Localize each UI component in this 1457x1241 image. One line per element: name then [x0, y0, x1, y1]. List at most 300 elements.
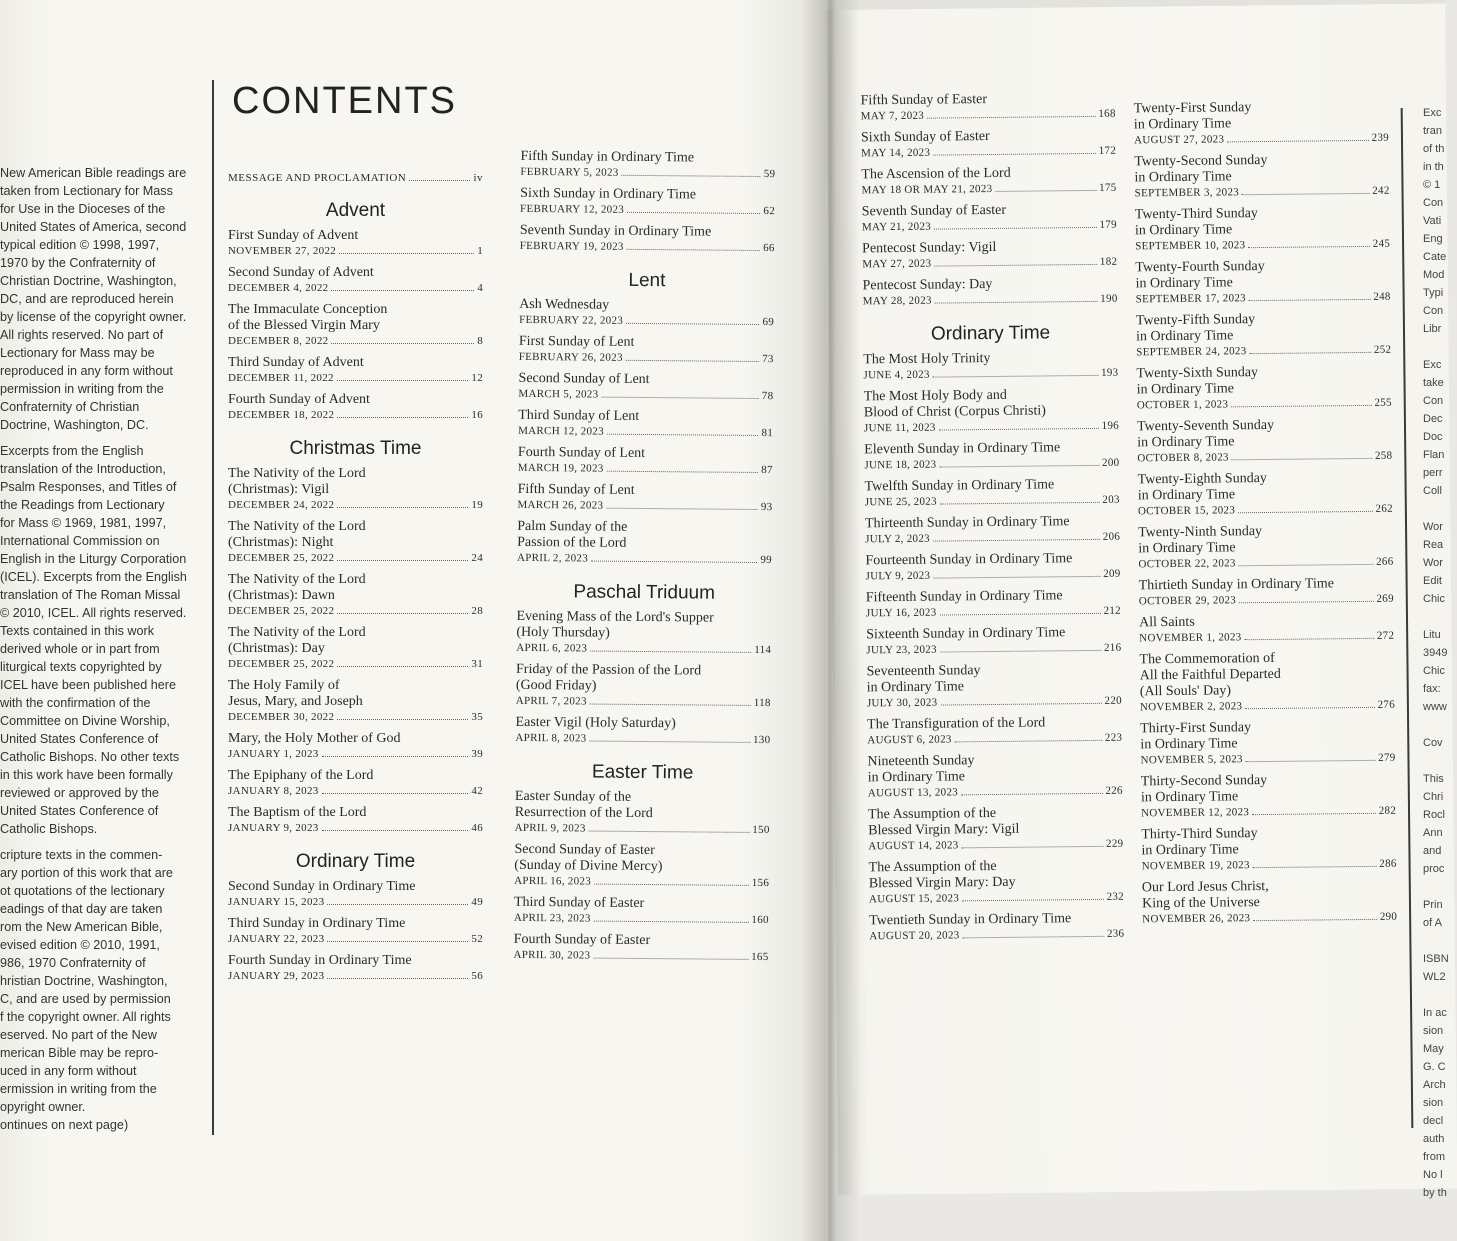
leader-dots — [327, 904, 468, 905]
toc-entry — [1139, 576, 1394, 609]
leader-dots — [1238, 511, 1372, 513]
edge-fragment: take — [1423, 377, 1444, 389]
toc-entry — [1134, 152, 1389, 201]
entry-title: Second Sunday in Ordinary Time — [228, 879, 416, 894]
entry-date: AUGUST 15, 2023 — [868, 892, 960, 906]
entry-page: 290 — [1379, 910, 1398, 923]
entry-page: 69 — [762, 316, 775, 329]
leader-dots — [940, 613, 1101, 616]
entry-title: All Saints — [1139, 614, 1195, 631]
entry-title: Sixth Sunday of Easter — [860, 129, 990, 146]
entry-title: Twenty-Fourth Sunday in Ordinary Time — [1135, 258, 1265, 292]
toc-entry — [228, 625, 483, 671]
copyright-line: Texts contained in this work — [0, 624, 154, 638]
leader-dots — [337, 666, 468, 667]
entry-title: Seventh Sunday in Ordinary Time — [519, 222, 712, 240]
entry-page: 39 — [471, 748, 483, 760]
entry-date: JANUARY 15, 2023 — [228, 896, 325, 908]
entry-page: 223 — [1104, 731, 1123, 744]
entry-date-line — [865, 530, 1120, 547]
entry-title: Sixteenth Sunday in Ordinary Time — [866, 625, 1066, 643]
toc-entry — [865, 551, 1120, 584]
entry-date: JULY 2, 2023 — [865, 532, 930, 546]
entry-page: 12 — [471, 372, 483, 384]
leader-dots — [1242, 193, 1369, 195]
section-heading: Ordinary Time — [295, 851, 416, 872]
copyright-line: (ICEL). Excerpts from the English — [0, 570, 187, 584]
edge-fragment: proc — [1423, 863, 1445, 875]
leader-dots — [331, 290, 474, 291]
leader-dots — [995, 190, 1096, 192]
entry-date-line — [519, 313, 774, 329]
copyright-line: Christian Doctrine, Washington, — [0, 274, 177, 288]
edge-fragment: tran — [1423, 125, 1442, 137]
leader-dots — [1232, 458, 1372, 460]
entry-date-line — [228, 244, 483, 258]
entry-date-line — [517, 498, 772, 514]
right-edge-text-fragments — [1423, 104, 1449, 1202]
entry-date: FEBRUARY 12, 2023 — [520, 202, 625, 216]
entry-date: DECEMBER 8, 2022 — [228, 335, 329, 347]
entry-title: Third Sunday of Advent — [228, 355, 364, 370]
copyright-notice — [0, 164, 187, 1142]
entry-title: Fourth Sunday of Easter — [513, 931, 651, 949]
entry-date-line — [1140, 751, 1395, 768]
entry-date-line — [228, 604, 483, 618]
entry-page: 212 — [1103, 604, 1122, 617]
edge-fragment: and — [1423, 845, 1442, 857]
message-label: MESSAGE AND PROCLAMATION — [228, 172, 407, 184]
edge-fragment — [1423, 932, 1445, 950]
edge-fragment: WL2 — [1423, 971, 1446, 983]
edge-fragment: No l — [1423, 1169, 1443, 1181]
entry-page: 193 — [1100, 366, 1119, 379]
toc-entry — [1139, 650, 1395, 715]
entry-title: Second Sunday of Easter (Sunday of Divine Mercy) — [514, 841, 663, 875]
edge-fragment: of A — [1423, 917, 1442, 929]
entry-date-line — [861, 107, 1116, 124]
entry-date: JULY 30, 2023 — [866, 696, 938, 710]
entry-date: MAY 28, 2023 — [862, 294, 932, 308]
entry-page: 156 — [751, 876, 770, 890]
leader-dots — [934, 264, 1096, 267]
toc-entry — [518, 408, 773, 440]
entry-date: SEPTEMBER 24, 2023 — [1136, 345, 1247, 359]
entry-date-line — [520, 165, 775, 181]
copyright-line: typical edition © 1998, 1997, — [0, 238, 160, 252]
leader-dots — [589, 831, 750, 833]
toc-entry — [864, 387, 1119, 436]
toc-entry — [865, 477, 1120, 510]
entry-title: Ash Wednesday — [519, 296, 610, 313]
entry-page: 160 — [751, 913, 769, 927]
entry-date: FEBRUARY 22, 2023 — [519, 313, 624, 327]
toc-entry — [228, 953, 483, 983]
copyright-line: with the confirmation of the — [0, 696, 151, 710]
entry-page: 286 — [1379, 857, 1397, 870]
entry-date-line — [1142, 857, 1397, 874]
entry-date: DECEMBER 25, 2022 — [228, 605, 335, 617]
entry-date-line — [228, 895, 483, 909]
entry-date-line — [514, 911, 769, 927]
edge-fragment: Doc — [1423, 431, 1443, 443]
entry-date: OCTOBER 1, 2023 — [1136, 398, 1229, 412]
toc-entry — [228, 265, 483, 295]
entry-date: APRIL 7, 2023 — [515, 694, 587, 708]
toc-entry — [866, 588, 1121, 621]
edge-fragment: Prin — [1423, 899, 1443, 911]
edge-fragment: Con — [1423, 395, 1444, 407]
entry-page: 203 — [1102, 493, 1120, 506]
entry-date: JUNE 25, 2023 — [864, 495, 937, 509]
leader-dots — [322, 756, 469, 757]
leader-dots — [626, 360, 759, 362]
entry-date-line — [861, 181, 1116, 198]
toc-entry — [228, 768, 483, 798]
entry-date: JANUARY 9, 2023 — [228, 822, 319, 834]
entry-date-line — [863, 292, 1118, 309]
entry-title: Third Sunday of Easter — [513, 894, 645, 912]
toc-entry — [868, 805, 1123, 854]
entry-date: JANUARY 8, 2023 — [228, 785, 319, 797]
toc-entry — [228, 678, 483, 724]
entry-title: Fifth Sunday of Easter — [860, 92, 988, 109]
section-heading: Lent — [628, 269, 666, 292]
entry-page: 118 — [753, 696, 771, 710]
edge-fragment: Rea — [1423, 539, 1444, 551]
entry-page: 248 — [1373, 290, 1391, 303]
edge-fragment: Wor — [1423, 557, 1443, 569]
copyright-line: ontinues on next page) — [0, 1118, 129, 1132]
copyright-paragraph — [0, 164, 187, 434]
leader-dots — [933, 375, 1098, 378]
entry-date: OCTOBER 22, 2023 — [1138, 557, 1236, 571]
entry-date: DECEMBER 25, 2022 — [228, 552, 335, 564]
edge-fragment — [1423, 716, 1445, 734]
edge-fragment: Vati — [1423, 215, 1442, 227]
toc-entry — [1134, 99, 1389, 148]
edge-fragment: by th — [1423, 1187, 1447, 1199]
entry-date: MARCH 26, 2023 — [517, 498, 604, 512]
entry-page: 24 — [471, 552, 483, 564]
toc-entry — [515, 715, 770, 747]
edge-fragment — [1423, 878, 1445, 896]
toc-entry — [1137, 417, 1392, 466]
copyright-line: evised edition © 2010, 1991, — [0, 938, 160, 952]
entry-title: Twelfth Sunday in Ordinary Time — [864, 477, 1055, 495]
edge-fragment: Typi — [1423, 287, 1444, 299]
entry-date-line — [513, 948, 768, 964]
entry-date-line — [1135, 237, 1390, 254]
entry-page: 172 — [1098, 144, 1117, 157]
entry-date: MAY 7, 2023 — [860, 109, 925, 123]
entry-title: Fifth Sunday of Lent — [517, 481, 635, 498]
leader-dots — [626, 323, 759, 325]
entry-date: NOVEMBER 1, 2023 — [1139, 631, 1242, 645]
entry-date-line — [514, 874, 769, 890]
toc-entry — [1139, 613, 1394, 646]
entry-date-line — [518, 424, 773, 440]
entry-page: 49 — [471, 896, 483, 908]
toc-column-4 — [1134, 99, 1398, 934]
book-gutter — [800, 0, 860, 1241]
entry-page: 245 — [1372, 237, 1391, 250]
toc-entry — [862, 202, 1117, 235]
entry-page: 190 — [1100, 292, 1118, 305]
entry-page: 269 — [1376, 592, 1394, 605]
copyright-line: in this work have been formally — [0, 768, 173, 782]
entry-date: DECEMBER 30, 2022 — [228, 711, 335, 723]
entry-date: JUNE 4, 2023 — [863, 368, 930, 382]
entry-date: JANUARY 22, 2023 — [228, 933, 325, 945]
toc-entry — [228, 572, 483, 618]
section-heading: Ordinary Time — [930, 322, 1051, 345]
entry-date-line — [515, 821, 770, 837]
leader-dots — [337, 507, 468, 508]
entry-title: Evening Mass of the Lord's Supper (Holy Thursday) — [516, 608, 714, 641]
entry-date-line — [862, 218, 1117, 235]
entry-date-line — [515, 731, 770, 747]
entry-page: 242 — [1372, 184, 1390, 197]
toc-entry — [862, 276, 1117, 309]
edge-fragment: Cate — [1423, 251, 1447, 263]
leader-dots — [935, 301, 1097, 304]
entry-date-line — [867, 731, 1122, 748]
entry-title: Fourteenth Sunday in Ordinary Time — [865, 551, 1073, 569]
leader-dots — [589, 741, 750, 743]
leader-dots — [940, 650, 1101, 653]
copyright-line: ot quotations of the lectionary — [0, 884, 165, 898]
leader-dots — [607, 434, 759, 436]
entry-date-line — [520, 202, 775, 218]
leader-dots — [339, 253, 474, 254]
entry-date: APRIL 6, 2023 — [516, 641, 588, 655]
entry-title: Fourth Sunday of Lent — [517, 444, 646, 462]
leader-dots — [627, 249, 760, 251]
entry-page: 220 — [1104, 694, 1122, 707]
entry-title: The Nativity of the Lord (Christmas): Dawn — [228, 572, 366, 603]
entry-date: APRIL 9, 2023 — [514, 821, 586, 835]
toc-entry — [866, 662, 1121, 711]
copyright-line: ary portion of this work that are — [0, 866, 173, 880]
entry-date: MAY 27, 2023 — [862, 257, 932, 271]
copyright-line: ICEL have been published here — [0, 678, 176, 692]
entry-page: 258 — [1374, 449, 1393, 462]
leader-dots — [594, 884, 749, 886]
copyright-paragraph — [0, 442, 187, 838]
entry-title: Twenty-Seventh Sunday in Ordinary Time — [1136, 417, 1275, 451]
copyright-line: ermission in writing from the — [0, 1082, 157, 1096]
toc-entry — [517, 482, 772, 514]
leader-dots — [337, 613, 468, 614]
entry-date: DECEMBER 18, 2022 — [228, 409, 335, 421]
edge-fragment: Chic — [1423, 593, 1446, 605]
toc-entry — [516, 662, 771, 710]
entry-date-line — [228, 821, 483, 835]
toc-entry — [867, 715, 1122, 748]
entry-title: Thirty-Second Sunday in Ordinary Time — [1140, 772, 1268, 806]
entry-date-line — [228, 408, 483, 422]
copyright-line: hristian Doctrine, Washington, — [0, 974, 168, 988]
copyright-line: permission in writing from the — [0, 382, 164, 396]
entry-title: The Baptism of the Lord — [228, 805, 367, 820]
copyright-line: Confraternity of Christian — [0, 400, 140, 414]
entry-title: Sixth Sunday in Ordinary Time — [520, 185, 697, 203]
edge-fragment: Chic — [1423, 665, 1446, 677]
entry-date: JULY 9, 2023 — [865, 569, 931, 583]
entry-date-line — [1138, 555, 1393, 572]
leader-dots — [940, 502, 1100, 505]
leader-dots — [939, 428, 1099, 431]
entry-title: Fourth Sunday in Ordinary Time — [228, 953, 412, 968]
copyright-line: United States of America, second — [0, 220, 187, 234]
entry-date: MAY 18 OR MAY 21, 2023 — [861, 182, 993, 197]
entry-date-line — [866, 567, 1121, 584]
entry-title: Nineteenth Sunday in Ordinary Time — [867, 753, 975, 786]
edge-fragment: Exc — [1423, 359, 1442, 371]
toc-entry — [514, 895, 769, 927]
entry-page: 226 — [1105, 784, 1123, 797]
entry-date: JANUARY 1, 2023 — [228, 748, 319, 760]
edge-fragment: Con — [1423, 197, 1444, 209]
toc-entry — [517, 519, 772, 567]
entry-date-line — [1139, 629, 1394, 646]
entry-date-line — [865, 493, 1120, 510]
leader-dots — [962, 846, 1103, 848]
copyright-line: C, and are used by permission — [0, 992, 171, 1006]
entry-date-line — [864, 456, 1119, 473]
entry-page: 179 — [1099, 218, 1117, 231]
entry-title: Thirty-First Sunday in Ordinary Time — [1140, 720, 1252, 753]
copyright-line: All rights reserved. No part of — [0, 328, 164, 342]
leader-dots — [933, 576, 1100, 579]
entry-date-line — [228, 710, 483, 724]
leader-dots — [955, 740, 1102, 743]
entry-title: Twenty-Fifth Sunday in Ordinary Time — [1135, 312, 1256, 345]
copyright-paragraph — [0, 846, 187, 1134]
copyright-line: International Commission on — [0, 534, 160, 548]
entry-page: 206 — [1102, 530, 1121, 543]
toc-entry — [861, 91, 1116, 124]
entry-date: JUNE 11, 2023 — [863, 421, 936, 435]
toc-entry — [228, 805, 483, 835]
entry-title: The Ascension of the Lord — [861, 165, 1011, 183]
entry-title: The Most Holy Body and Blood of Christ (Corpus Christi) — [863, 387, 1046, 421]
toc-entry — [515, 789, 770, 837]
entry-date-line — [1139, 592, 1394, 609]
entry-page: 130 — [752, 733, 771, 747]
copyright-line: taken from Lectionary for Mass — [0, 184, 173, 198]
leader-dots — [1245, 638, 1374, 640]
edge-fragment: sion — [1423, 1097, 1444, 1109]
entry-date: APRIL 30, 2023 — [513, 948, 591, 962]
entry-title: The Immaculate Conception of the Blessed Virgin Mary — [228, 302, 388, 333]
entry-date-line — [518, 461, 773, 477]
entry-date: NOVEMBER 19, 2023 — [1141, 859, 1250, 873]
entry-page: 165 — [751, 950, 769, 964]
entry-date-line — [1140, 698, 1395, 715]
edge-fragment — [1423, 500, 1445, 518]
toc-entry — [228, 302, 483, 348]
entry-title: Third Sunday in Ordinary Time — [228, 916, 406, 931]
toc-entry — [513, 932, 768, 964]
leader-dots — [1239, 564, 1373, 566]
toc-entry — [1136, 311, 1391, 360]
copyright-line: translation of the Introduction, — [0, 462, 166, 476]
entry-date: AUGUST 13, 2023 — [867, 786, 959, 800]
entry-date: APRIL 2, 2023 — [516, 551, 589, 565]
entry-date: OCTOBER 29, 2023 — [1138, 594, 1237, 608]
edge-fragment: sion — [1423, 1025, 1444, 1037]
entry-date: OCTOBER 8, 2023 — [1137, 451, 1229, 465]
entry-title: The Nativity of the Lord (Christmas): Day — [228, 625, 366, 656]
copyright-line: United States Conference of — [0, 804, 159, 818]
leader-dots — [606, 508, 758, 510]
entry-date: FEBRUARY 19, 2023 — [519, 239, 624, 253]
entry-title: Fifteenth Sunday in Ordinary Time — [865, 588, 1063, 606]
toc-entry — [1138, 523, 1393, 572]
leader-dots — [1239, 601, 1373, 603]
leader-dots — [337, 560, 468, 561]
edge-fragment: © 1 — [1423, 179, 1441, 191]
entry-date: SEPTEMBER 17, 2023 — [1135, 292, 1246, 306]
entry-title: Twenty-Eighth Sunday in Ordinary Time — [1137, 470, 1267, 504]
toc-entry — [228, 355, 483, 385]
entry-page: 52 — [471, 933, 483, 945]
toc-entry — [861, 165, 1116, 198]
toc-entry — [1138, 470, 1393, 519]
toc-entry — [520, 186, 775, 218]
entry-date-line — [1138, 502, 1393, 519]
entry-page: 19 — [471, 499, 483, 511]
edge-fragment: perr — [1423, 467, 1443, 479]
entry-date: AUGUST 6, 2023 — [867, 733, 952, 747]
toc-column-1 — [228, 166, 483, 990]
entry-title: Thirty-Third Sunday in Ordinary Time — [1141, 826, 1258, 859]
leader-dots — [1249, 299, 1370, 301]
entry-date-line — [1137, 449, 1392, 466]
entry-title: The Assumption of the Blessed Virgin Mary: Vigil — [867, 805, 1020, 839]
entry-title: Second Sunday of Advent — [228, 265, 374, 280]
entry-page: 239 — [1371, 131, 1390, 144]
entry-date-line — [518, 387, 773, 403]
toc-entry — [518, 445, 773, 477]
entry-date-line — [1134, 131, 1389, 148]
toc-entry — [519, 297, 774, 329]
left-divider-rule — [212, 80, 214, 1135]
entry-page: 73 — [762, 353, 774, 366]
copyright-line: Catholic Bishops. — [0, 822, 98, 836]
entry-page: 56 — [471, 970, 483, 982]
entry-title: The Assumption of the Blessed Virgin Mary: Day — [868, 858, 1016, 892]
entry-date-line — [863, 366, 1118, 383]
toc-entry — [864, 440, 1119, 473]
toc-entry — [862, 239, 1117, 272]
leader-dots — [322, 830, 469, 831]
edge-fragment: from — [1423, 1151, 1445, 1163]
edge-fragment: Rocl — [1423, 809, 1446, 821]
entry-page: 31 — [471, 658, 483, 670]
edge-fragment: ISBN — [1423, 953, 1449, 965]
edge-fragment — [1423, 608, 1445, 626]
entry-date-line — [867, 694, 1122, 711]
leader-dots — [940, 703, 1101, 706]
copyright-line: cripture texts in the commen- — [0, 848, 163, 862]
entry-title: Friday of the Passion of the Lord (Good Friday) — [515, 661, 702, 694]
leader-dots — [1248, 246, 1369, 248]
entry-page: 216 — [1103, 641, 1122, 654]
edge-fragment: This — [1423, 773, 1444, 785]
